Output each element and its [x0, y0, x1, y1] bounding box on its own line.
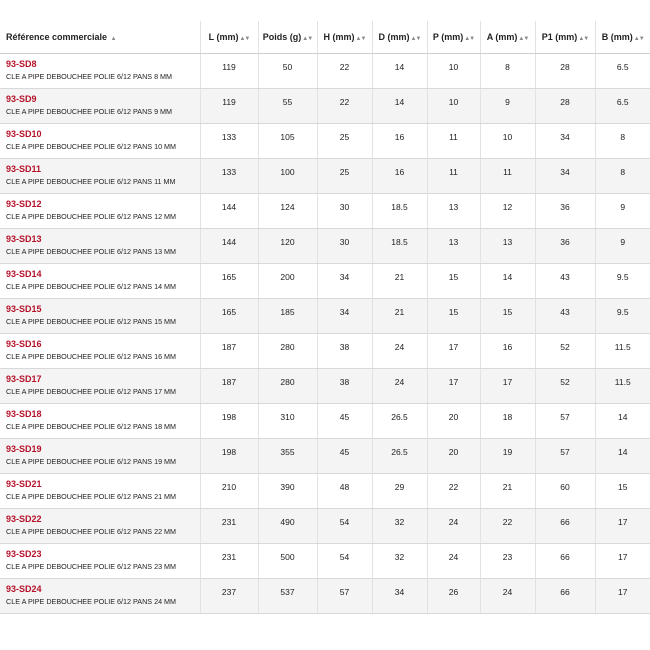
cell-d: 24: [372, 369, 427, 404]
cell-p1: 34: [535, 159, 595, 194]
column-label: P (mm): [432, 32, 464, 42]
sort-arrows-icon[interactable]: ▲▼: [578, 36, 589, 42]
cell-p1: 52: [535, 369, 595, 404]
reference-cell: [0, 404, 200, 439]
cell-p1: 52: [535, 334, 595, 369]
cell-a: 13: [480, 229, 535, 264]
cell-p1: 34: [535, 124, 595, 159]
cell-h: 22: [317, 89, 372, 124]
cell-d: 32: [372, 509, 427, 544]
cell-a: 11: [480, 159, 535, 194]
cell-a: 16: [480, 334, 535, 369]
reference-cell: [0, 124, 200, 159]
column-label: Référence commerciale: [6, 32, 108, 42]
cell-a: 23: [480, 544, 535, 579]
product-reference-link[interactable]: 93-SD19: [6, 444, 42, 454]
cell-b: 8: [595, 159, 650, 194]
cell-p1: 28: [535, 54, 595, 89]
cell-poids: 355: [258, 439, 317, 474]
reference-cell: [0, 54, 200, 89]
cell-h: 25: [317, 124, 372, 159]
product-reference-link[interactable]: 93-SD13: [6, 234, 42, 244]
column-label: P1 (mm): [541, 32, 578, 42]
table-row: [0, 509, 650, 544]
cell-poids: 310: [258, 404, 317, 439]
cell-a: 18: [480, 404, 535, 439]
cell-h: 48: [317, 474, 372, 509]
cell-b: 17: [595, 579, 650, 614]
table-row: [0, 334, 650, 369]
cell-d: 34: [372, 579, 427, 614]
product-description: CLE A PIPE DEBOUCHEE POLIE 6/12 PANS 10 MM: [6, 142, 177, 151]
product-reference-link[interactable]: 93-SD17: [6, 374, 42, 384]
table-row: [0, 54, 650, 89]
cell-a: 9: [480, 89, 535, 124]
cell-p: 15: [427, 264, 480, 299]
cell-p: 17: [427, 369, 480, 404]
cell-p1: 60: [535, 474, 595, 509]
cell-p: 10: [427, 54, 480, 89]
product-description: CLE A PIPE DEBOUCHEE POLIE 6/12 PANS 15 MM: [6, 317, 177, 326]
cell-poids: 50: [258, 54, 317, 89]
product-reference-link[interactable]: 93-SD12: [6, 199, 42, 209]
product-reference-link[interactable]: 93-SD10: [6, 129, 42, 139]
column-header-l[interactable]: [200, 21, 258, 54]
column-label: L (mm): [208, 32, 239, 42]
cell-poids: 55: [258, 89, 317, 124]
table-row: [0, 159, 650, 194]
reference-cell: [0, 229, 200, 264]
sort-arrows-icon[interactable]: ▲▼: [355, 36, 366, 42]
cell-a: 22: [480, 509, 535, 544]
cell-l: 165: [200, 264, 258, 299]
column-label: Poids (g): [262, 32, 302, 42]
column-label: B (mm): [601, 32, 633, 42]
table-row: [0, 579, 650, 614]
reference-cell: [0, 89, 200, 124]
cell-p: 20: [427, 439, 480, 474]
cell-p1: 57: [535, 439, 595, 474]
product-description: CLE A PIPE DEBOUCHEE POLIE 6/12 PANS 24 MM: [6, 597, 177, 606]
sort-arrow-icon[interactable]: ▲: [110, 36, 116, 42]
table-header-row: [0, 21, 650, 54]
cell-p: 15: [427, 299, 480, 334]
reference-cell: [0, 334, 200, 369]
cell-d: 18.5: [372, 194, 427, 229]
cell-l: 119: [200, 54, 258, 89]
product-reference-link[interactable]: 93-SD11: [6, 164, 42, 174]
product-description: CLE A PIPE DEBOUCHEE POLIE 6/12 PANS 11 MM: [6, 177, 176, 186]
cell-h: 34: [317, 264, 372, 299]
cell-b: 17: [595, 544, 650, 579]
table-row: [0, 89, 650, 124]
cell-l: 119: [200, 89, 258, 124]
product-description: CLE A PIPE DEBOUCHEE POLIE 6/12 PANS 13 MM: [6, 247, 177, 256]
cell-p1: 28: [535, 89, 595, 124]
cell-h: 45: [317, 439, 372, 474]
product-description: CLE A PIPE DEBOUCHEE POLIE 6/12 PANS 21 MM: [6, 492, 177, 501]
product-reference-link[interactable]: 93-SD15: [6, 304, 42, 314]
cell-l: 231: [200, 544, 258, 579]
cell-h: 45: [317, 404, 372, 439]
cell-a: 17: [480, 369, 535, 404]
cell-p1: 36: [535, 229, 595, 264]
cell-h: 57: [317, 579, 372, 614]
product-description: CLE A PIPE DEBOUCHEE POLIE 6/12 PANS 9 MM: [6, 107, 173, 116]
cell-b: 14: [595, 439, 650, 474]
cell-d: 21: [372, 299, 427, 334]
cell-d: 14: [372, 89, 427, 124]
cell-a: 10: [480, 124, 535, 159]
cell-p: 10: [427, 89, 480, 124]
cell-a: 14: [480, 264, 535, 299]
reference-cell: [0, 299, 200, 334]
sort-arrows-icon[interactable]: ▲▼: [410, 36, 421, 42]
cell-poids: 200: [258, 264, 317, 299]
column-header-p1[interactable]: [535, 21, 595, 54]
cell-p: 11: [427, 159, 480, 194]
product-description: CLE A PIPE DEBOUCHEE POLIE 6/12 PANS 12 MM: [6, 212, 177, 221]
cell-h: 30: [317, 194, 372, 229]
product-reference-link[interactable]: 93-SD14: [6, 269, 42, 279]
cell-p1: 66: [535, 579, 595, 614]
product-reference-link[interactable]: 93-SD8: [6, 59, 37, 69]
table-row: [0, 439, 650, 474]
reference-cell: [0, 579, 200, 614]
cell-poids: 500: [258, 544, 317, 579]
cell-b: 9.5: [595, 299, 650, 334]
column-header-reference[interactable]: [0, 21, 200, 54]
cell-h: 25: [317, 159, 372, 194]
cell-b: 6.5: [595, 54, 650, 89]
product-reference-link[interactable]: 93-SD21: [6, 479, 42, 489]
cell-p: 17: [427, 334, 480, 369]
cell-b: 8: [595, 124, 650, 159]
product-reference-link[interactable]: 93-SD22: [6, 514, 42, 524]
column-label: D (mm): [378, 32, 410, 42]
cell-a: 19: [480, 439, 535, 474]
product-specs-table: [0, 21, 650, 614]
reference-cell: [0, 159, 200, 194]
reference-cell: [0, 369, 200, 404]
cell-b: 9: [595, 229, 650, 264]
cell-p: 22: [427, 474, 480, 509]
reference-cell: [0, 509, 200, 544]
cell-d: 29: [372, 474, 427, 509]
reference-cell: [0, 544, 200, 579]
column-label: A (mm): [486, 32, 518, 42]
column-header-a[interactable]: [480, 21, 535, 54]
cell-poids: 124: [258, 194, 317, 229]
cell-a: 12: [480, 194, 535, 229]
product-description: CLE A PIPE DEBOUCHEE POLIE 6/12 PANS 14 MM: [6, 282, 177, 291]
cell-h: 38: [317, 369, 372, 404]
cell-l: 133: [200, 159, 258, 194]
column-header-b[interactable]: [595, 21, 650, 54]
cell-d: 26.5: [372, 439, 427, 474]
cell-p: 20: [427, 404, 480, 439]
product-description: CLE A PIPE DEBOUCHEE POLIE 6/12 PANS 18 MM: [6, 422, 177, 431]
cell-a: 8: [480, 54, 535, 89]
reference-cell: [0, 264, 200, 299]
cell-poids: 280: [258, 334, 317, 369]
cell-a: 15: [480, 299, 535, 334]
cell-h: 34: [317, 299, 372, 334]
product-table-container: [0, 21, 650, 614]
table-row: [0, 124, 650, 159]
cell-poids: 390: [258, 474, 317, 509]
product-description: CLE A PIPE DEBOUCHEE POLIE 6/12 PANS 19 MM: [6, 457, 177, 466]
table-row: [0, 544, 650, 579]
table-row: [0, 369, 650, 404]
sort-arrows-icon[interactable]: ▲▼: [302, 36, 313, 42]
cell-p1: 43: [535, 299, 595, 334]
product-reference-link[interactable]: 93-SD9: [6, 94, 37, 104]
cell-l: 237: [200, 579, 258, 614]
cell-d: 14: [372, 54, 427, 89]
cell-l: 198: [200, 439, 258, 474]
product-description: CLE A PIPE DEBOUCHEE POLIE 6/12 PANS 23 MM: [6, 562, 177, 571]
product-description: CLE A PIPE DEBOUCHEE POLIE 6/12 PANS 16 MM: [6, 352, 177, 361]
cell-l: 144: [200, 229, 258, 264]
cell-poids: 537: [258, 579, 317, 614]
sort-arrows-icon[interactable]: ▲▼: [633, 36, 644, 42]
sort-arrows-icon[interactable]: ▲▼: [464, 36, 475, 42]
table-row: [0, 474, 650, 509]
cell-l: 187: [200, 334, 258, 369]
cell-l: 198: [200, 404, 258, 439]
cell-p: 24: [427, 509, 480, 544]
cell-l: 144: [200, 194, 258, 229]
table-row: [0, 264, 650, 299]
cell-l: 187: [200, 369, 258, 404]
cell-a: 21: [480, 474, 535, 509]
table-row: [0, 299, 650, 334]
cell-poids: 120: [258, 229, 317, 264]
cell-p1: 36: [535, 194, 595, 229]
reference-cell: [0, 194, 200, 229]
cell-h: 54: [317, 544, 372, 579]
cell-poids: 490: [258, 509, 317, 544]
cell-b: 15: [595, 474, 650, 509]
column-header-poids[interactable]: [258, 21, 317, 54]
cell-poids: 100: [258, 159, 317, 194]
cell-d: 26.5: [372, 404, 427, 439]
cell-h: 22: [317, 54, 372, 89]
cell-l: 133: [200, 124, 258, 159]
product-description: CLE A PIPE DEBOUCHEE POLIE 6/12 PANS 8 MM: [6, 72, 173, 81]
cell-p1: 66: [535, 509, 595, 544]
cell-d: 16: [372, 124, 427, 159]
product-description: CLE A PIPE DEBOUCHEE POLIE 6/12 PANS 17 MM: [6, 387, 177, 396]
product-reference-link[interactable]: 93-SD23: [6, 549, 42, 559]
table-row: [0, 194, 650, 229]
product-reference-link[interactable]: 93-SD16: [6, 339, 42, 349]
cell-poids: 185: [258, 299, 317, 334]
cell-p: 13: [427, 229, 480, 264]
cell-p: 26: [427, 579, 480, 614]
cell-p: 13: [427, 194, 480, 229]
table-row: [0, 229, 650, 264]
cell-poids: 280: [258, 369, 317, 404]
cell-h: 30: [317, 229, 372, 264]
cell-p1: 66: [535, 544, 595, 579]
column-header-h[interactable]: [317, 21, 372, 54]
reference-cell: [0, 439, 200, 474]
reference-cell: [0, 474, 200, 509]
product-description: CLE A PIPE DEBOUCHEE POLIE 6/12 PANS 22 MM: [6, 527, 177, 536]
cell-b: 11.5: [595, 334, 650, 369]
cell-l: 231: [200, 509, 258, 544]
cell-d: 21: [372, 264, 427, 299]
cell-d: 32: [372, 544, 427, 579]
column-label: H (mm): [323, 32, 355, 42]
cell-p1: 57: [535, 404, 595, 439]
cell-h: 38: [317, 334, 372, 369]
cell-a: 24: [480, 579, 535, 614]
product-reference-link[interactable]: 93-SD24: [6, 584, 42, 594]
cell-l: 165: [200, 299, 258, 334]
cell-b: 17: [595, 509, 650, 544]
cell-d: 16: [372, 159, 427, 194]
cell-h: 54: [317, 509, 372, 544]
table-row: [0, 404, 650, 439]
column-header-d[interactable]: [372, 21, 427, 54]
cell-b: 11.5: [595, 369, 650, 404]
cell-l: 210: [200, 474, 258, 509]
cell-b: 6.5: [595, 89, 650, 124]
cell-b: 14: [595, 404, 650, 439]
cell-b: 9.5: [595, 264, 650, 299]
cell-p1: 43: [535, 264, 595, 299]
sort-arrows-icon[interactable]: ▲▼: [518, 36, 529, 42]
cell-d: 24: [372, 334, 427, 369]
sort-arrows-icon[interactable]: ▲▼: [239, 36, 250, 42]
column-header-p[interactable]: [427, 21, 480, 54]
cell-d: 18.5: [372, 229, 427, 264]
cell-b: 9: [595, 194, 650, 229]
cell-p: 11: [427, 124, 480, 159]
cell-poids: 105: [258, 124, 317, 159]
product-reference-link[interactable]: 93-SD18: [6, 409, 42, 419]
cell-p: 24: [427, 544, 480, 579]
